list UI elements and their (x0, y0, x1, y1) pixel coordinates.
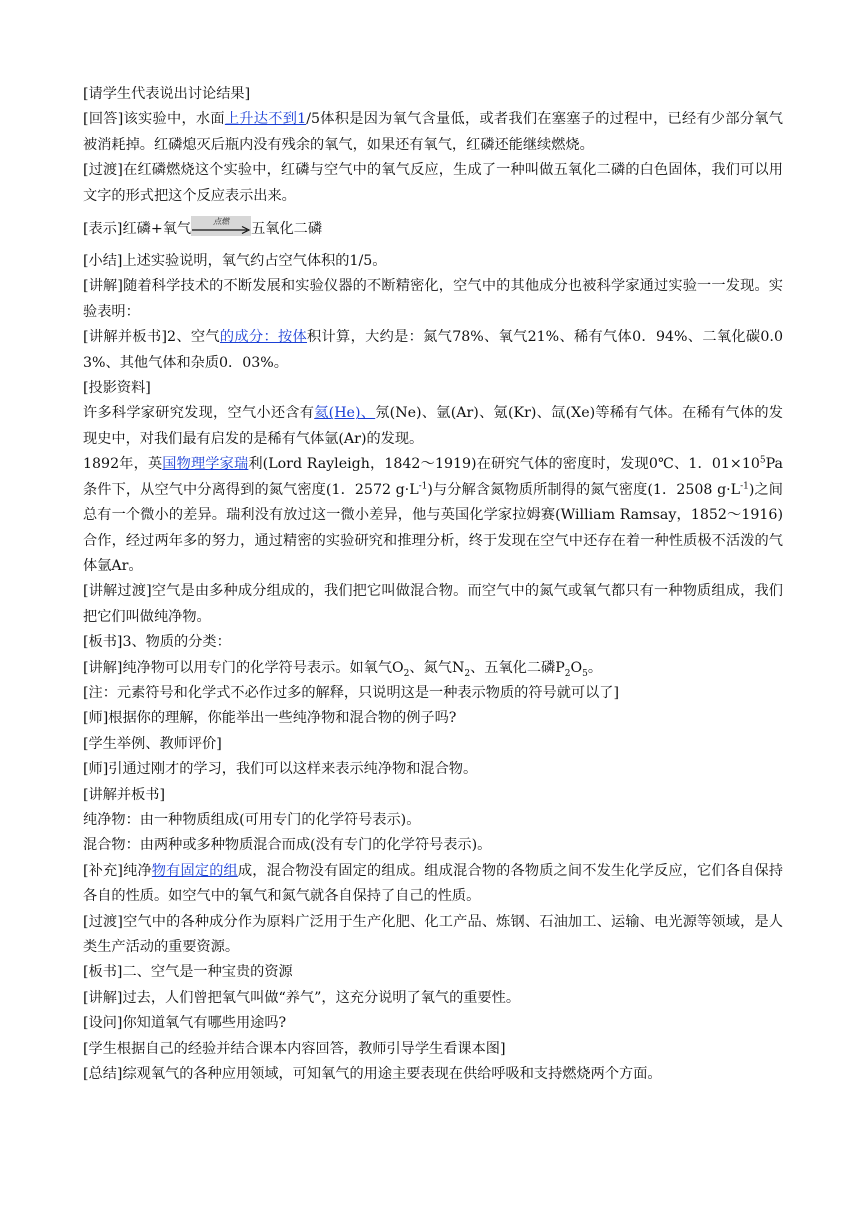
text: [讲解并板书]2、空气 (83, 329, 220, 346)
paragraph-transition (83, 158, 783, 209)
text: 氖(Ne)、氩(Ar)、氪(Kr)、氙(Xe)等稀有气体。在稀有气体的发现史中，对我们最有启发的是稀有气体氩(Ar)的发现。 (83, 405, 783, 447)
subscript: 5 (582, 668, 588, 679)
text: )之间总有一个微小的差异。瑞利没有放过这一微小差异，他与英国化学家拉姆赛(William Ramsay，1852～1916)合作，经过两年多的努力，通过精密的实验研究和推理分析，终于发现在空气中还存在着一种性质极不活泼的气体氩Ar。 (83, 481, 783, 574)
text: [学生举例、教师评价] (83, 735, 222, 752)
text: [补充]纯净 (83, 862, 152, 879)
paragraph-projection (83, 376, 783, 401)
text: [讲解]纯净物可以用专门的化学符号表示。如氧气O (83, 659, 404, 676)
text: [表示]红磷+氧气 (83, 221, 192, 238)
text: 。 (587, 659, 603, 676)
text: )与分解含氮物质所制得的氮气密度(1．2508 g·L (427, 481, 741, 498)
text: [讲解]过去，人们曾把氧气叫做“养气”，这充分说明了氧气的重要性。 (83, 989, 521, 1006)
text: [师]根据你的理解，你能举出一些纯净物和混合物的例子吗? (83, 710, 457, 727)
paragraph-mixture (83, 579, 783, 630)
superscript: -1 (740, 480, 749, 491)
text: 混合物：由两种或多种物质混合而成(没有专门的化学符号表示)。 (83, 837, 492, 854)
paragraph-mixture-def (83, 833, 783, 858)
paragraph-board-heading (83, 783, 783, 808)
document-body (83, 82, 783, 1087)
superscript: -1 (418, 480, 428, 491)
paragraph-pure-substance (83, 808, 783, 833)
text: [小结]上述实验说明，氧气约占空气体积的1/5。 (83, 253, 387, 270)
text: 、氮气N (409, 659, 465, 676)
text: [总结]综观氧气的各种应用领域，可知氧气的用途主要表现在供给呼吸和支持燃烧两个方面。 (83, 1066, 662, 1083)
paragraph-noble-gases (83, 401, 783, 452)
paragraph-summary (83, 249, 783, 274)
text: 1892年，英 (83, 456, 163, 473)
paragraph-rayleigh (83, 452, 783, 579)
hyperlink[interactable]: 上升达不到1 (224, 111, 307, 128)
hyperlink[interactable]: 的成分：按体 (219, 329, 308, 346)
paragraph-answer (83, 107, 783, 158)
text: 、五氧化二磷P (470, 659, 565, 676)
hyperlink[interactable]: 氦(He)、 (314, 405, 376, 422)
text: [回答]该实验中，水面 (83, 111, 225, 128)
arrow-icon (191, 225, 251, 235)
text: [讲解]随着科学技术的不断发展和实验仪器的不断精密化，空气中的其他成分也被科学家通过实验一一发现。实验表明： (83, 278, 783, 320)
text: [学生根据自己的经验并结合课本内容回答，教师引导学生看课本图] (83, 1040, 506, 1057)
text: [讲解并板书] (83, 786, 166, 803)
text: 五氧化二磷 (251, 221, 323, 238)
superscript: 5 (759, 455, 766, 466)
paragraph-student-examples (83, 732, 783, 757)
paragraph-symbols (83, 656, 783, 681)
text: [板书]二、空气是一种宝贵的资源 (83, 964, 293, 981)
paragraph-student-answer (83, 1037, 783, 1062)
paragraph-question (83, 1011, 783, 1036)
text: [过渡]空气中的各种成分作为原料广泛用于生产化肥、化工产品、炼钢、石油加工、运输、电光源等领域，是人类生产活动的重要资源。 (83, 913, 783, 955)
text: 纯净物：由一种物质组成(可用专门的化学符号表示)。 (83, 811, 421, 828)
paragraph-resources (83, 910, 783, 961)
subscript: 2 (403, 668, 410, 679)
hyperlink[interactable]: 物有固定的组 (151, 862, 238, 879)
paragraph-classification (83, 630, 783, 655)
paragraph-conclusion (83, 1062, 783, 1087)
paragraph-teacher-guide (83, 757, 783, 782)
text: 许多科学家研究发现，空气小还含有 (83, 405, 315, 422)
paragraph-student-report (83, 82, 783, 107)
text: [过渡]在红磷燃烧这个实验中，红磷与空气中的氧气反应，生成了一种叫做五氧化二磷的白色固体，我们可以用文字的形式把这个反应表示出来。 (83, 162, 783, 204)
paragraph-oxygen-history (83, 986, 783, 1011)
text: [讲解过渡]空气是由多种成分组成的，我们把它叫做混合物。而空气中的氮气或氧气都只有一种物质组成，我们把它们叫做纯净物。 (83, 583, 783, 625)
paragraph-teacher-question (83, 706, 783, 731)
text: /5体积是因为氧气含量低，或者我们在塞塞子的过程中，已经有少部分氧气被消耗掉。红磷熄灭后瓶内没有残余的氧气，如果还有氧气，红磷还能继续燃烧。 (83, 111, 783, 153)
text: [板书]3、物质的分类： (83, 634, 231, 651)
paragraph-note (83, 681, 783, 706)
paragraph-explain (83, 274, 783, 325)
reaction-condition: 点燃 (213, 217, 230, 227)
text: [请学生代表说出讨论结果] (83, 86, 251, 102)
text: [投影资料] (83, 380, 151, 397)
subscript: 2 (564, 668, 571, 679)
text: 利(Lord Rayleigh，1842～1919)在研究气体的密度时，发现0℃、1．01×10 (248, 456, 760, 473)
reaction-arrow-image (191, 216, 251, 236)
text: O (570, 659, 583, 676)
paragraph-supplement (83, 859, 783, 910)
subscript: 2 (464, 668, 471, 679)
paragraph-section-two (83, 960, 783, 985)
text: 积计算，大约是：氮气78%、氧气21%、稀有气体0．94%、二氧化碳0.03%、其他气体和杂质0．03%。 (83, 329, 783, 371)
text: [设问]你知道氧气有哪些用途吗? (83, 1015, 287, 1032)
paragraph-equation (83, 215, 783, 243)
text: 成，混合物没有固定的组成。组成混合物的各物质之间不发生化学反应，它们各自保持各自的性质。如空气中的氧气和氮气就各自保持了自己的性质。 (83, 862, 783, 905)
text: Pa条件下，从空气中分离得到的氮气密度(1．2572 g·L (83, 456, 783, 498)
paragraph-air-composition (83, 325, 783, 376)
text: [注：元素符号和化学式不必作过多的解释，只说明这是一种表示物质的符号就可以了] (83, 684, 620, 701)
hyperlink[interactable]: 国物理学家瑞 (162, 456, 249, 473)
text: [师]引通过刚才的学习，我们可以这样来表示纯净物和混合物。 (83, 761, 478, 778)
